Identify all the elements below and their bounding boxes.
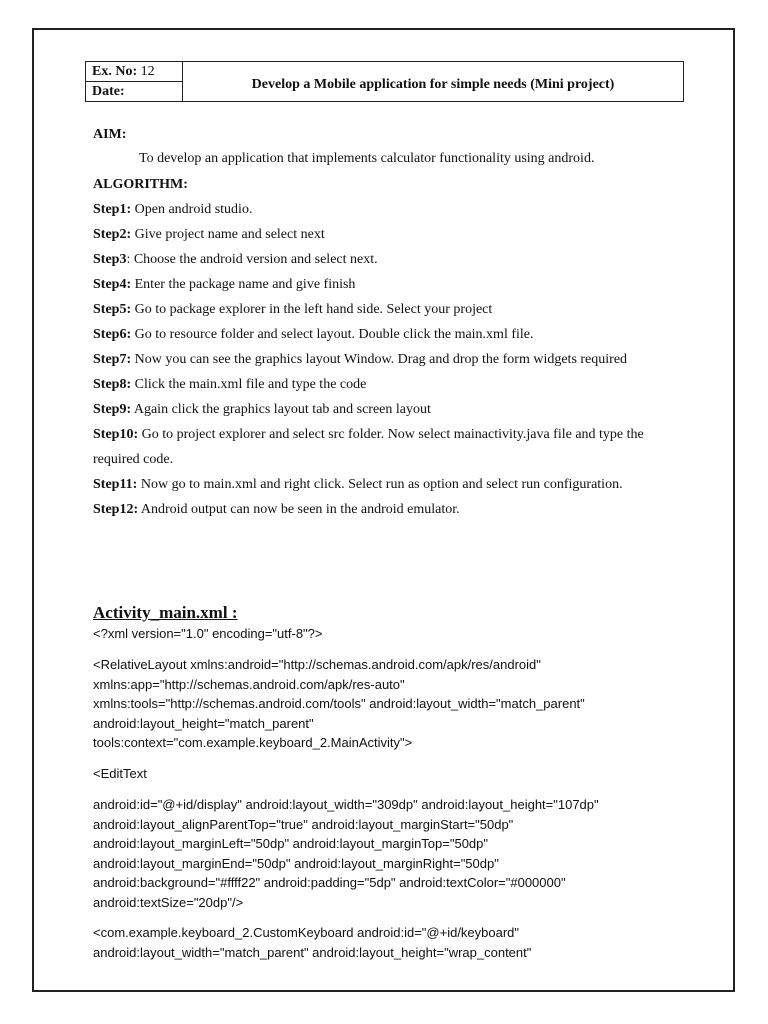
step-label: Step6: xyxy=(93,327,132,342)
step-text: Go to resource folder and select layout. Double click the main.xml file. xyxy=(131,327,534,342)
step-text: Go to project explorer and select src folder. Now select mainactivity.java file and type the required code. xyxy=(93,427,644,467)
aim-text: To develop an application that implements calculator functionality using android. xyxy=(139,151,595,166)
algorithm-step xyxy=(93,322,683,347)
algorithm-step xyxy=(93,272,683,297)
algorithm-step xyxy=(93,347,683,372)
step-text: Enter the package name and give finish xyxy=(131,277,356,292)
algorithm-step xyxy=(93,397,683,422)
step-text: Android output can now be seen in the android emulator. xyxy=(138,502,460,517)
step-text: Now go to main.xml and right click. Select run as option and select run configuration. xyxy=(137,477,623,492)
step-text: Again click the graphics layout tab and screen layout xyxy=(131,402,431,417)
algorithm-step xyxy=(93,422,683,472)
step-label: Step11: xyxy=(93,477,138,492)
step-label: Step9: xyxy=(93,402,132,417)
step-text: Now you can see the graphics layout Window. Drag and drop the form widgets required xyxy=(131,352,628,367)
step-label: Step12: xyxy=(93,502,139,517)
code-block-custom-keyboard: <com.example.keyboard_2.CustomKeyboard android:id="@+id/keyboard" android:layout_width="match_parent" android:layout_height="wrap_content" xyxy=(93,925,532,960)
code-block-edittext-open: <EditText xyxy=(93,766,147,781)
date-label: Date: xyxy=(92,84,125,99)
header-table xyxy=(85,61,684,102)
algorithm-step xyxy=(93,372,683,397)
step-text: Open android studio. xyxy=(131,202,253,217)
xml-section-heading: Activity_main.xml : xyxy=(93,603,238,622)
ex-no-cell xyxy=(86,62,183,82)
algorithm-step xyxy=(93,497,683,522)
header-left-column xyxy=(86,62,183,101)
algorithm-heading: ALGORITHM: xyxy=(93,177,188,192)
algorithm-step xyxy=(93,297,683,322)
date-cell xyxy=(86,82,183,101)
ex-no-label: Ex. No: xyxy=(92,64,138,79)
algorithm-step xyxy=(93,222,683,247)
step-label: Step2: xyxy=(93,227,132,242)
document-title: Develop a Mobile application for simple needs (Mini project) xyxy=(251,76,615,92)
step-text: Click the main.xml file and type the code xyxy=(131,377,367,392)
aim-heading: AIM: xyxy=(93,127,127,142)
code-block-xml-declaration: <?xml version="1.0" encoding="utf-8"?> xyxy=(93,626,323,641)
step-label: Step1: xyxy=(93,202,132,217)
step-label: Step5: xyxy=(93,302,132,317)
step-label: Step10: xyxy=(93,427,139,442)
step-text: Go to package explorer in the left hand side. Select your project xyxy=(131,302,493,317)
algorithm-step xyxy=(93,197,683,222)
step-label: Step8: xyxy=(93,377,132,392)
step-label: Step4: xyxy=(93,277,132,292)
code-block-edittext-attrs: android:id="@+id/display" android:layout_width="309dp" android:layout_height="107dp" android:layout_alignParentTop="true" android:layout_marginStart="50dp" android:layout_marginLeft="50dp" android:layout_marginTop="50dp" android:layout_marginEnd="50dp" android:layout_marginRight="50dp" android:background="#ffff22" android:padding="5dp" android:textColor="#000000" android:textSize="20dp"/> xyxy=(93,797,599,910)
algorithm-step xyxy=(93,247,683,272)
step-text: : Choose the android version and select next. xyxy=(126,252,378,267)
step-label: Step3 xyxy=(93,252,127,267)
ex-no-value: 12 xyxy=(140,64,155,79)
code-block-relative-layout: <RelativeLayout xmlns:android="http://schemas.android.com/apk/res/android" xmlns:app="http://schemas.android.com/apk/res-auto" xmlns:tools="http://schemas.android.com/tools" android:layout_width="match_parent" android:layout_height="match_parent" tools:context="com.example.keyboard_2.MainActivity"> xyxy=(93,657,585,750)
algorithm-step xyxy=(93,472,683,497)
step-label: Step7: xyxy=(93,352,132,367)
step-text: Give project name and select next xyxy=(131,227,325,242)
main-content xyxy=(93,124,683,522)
